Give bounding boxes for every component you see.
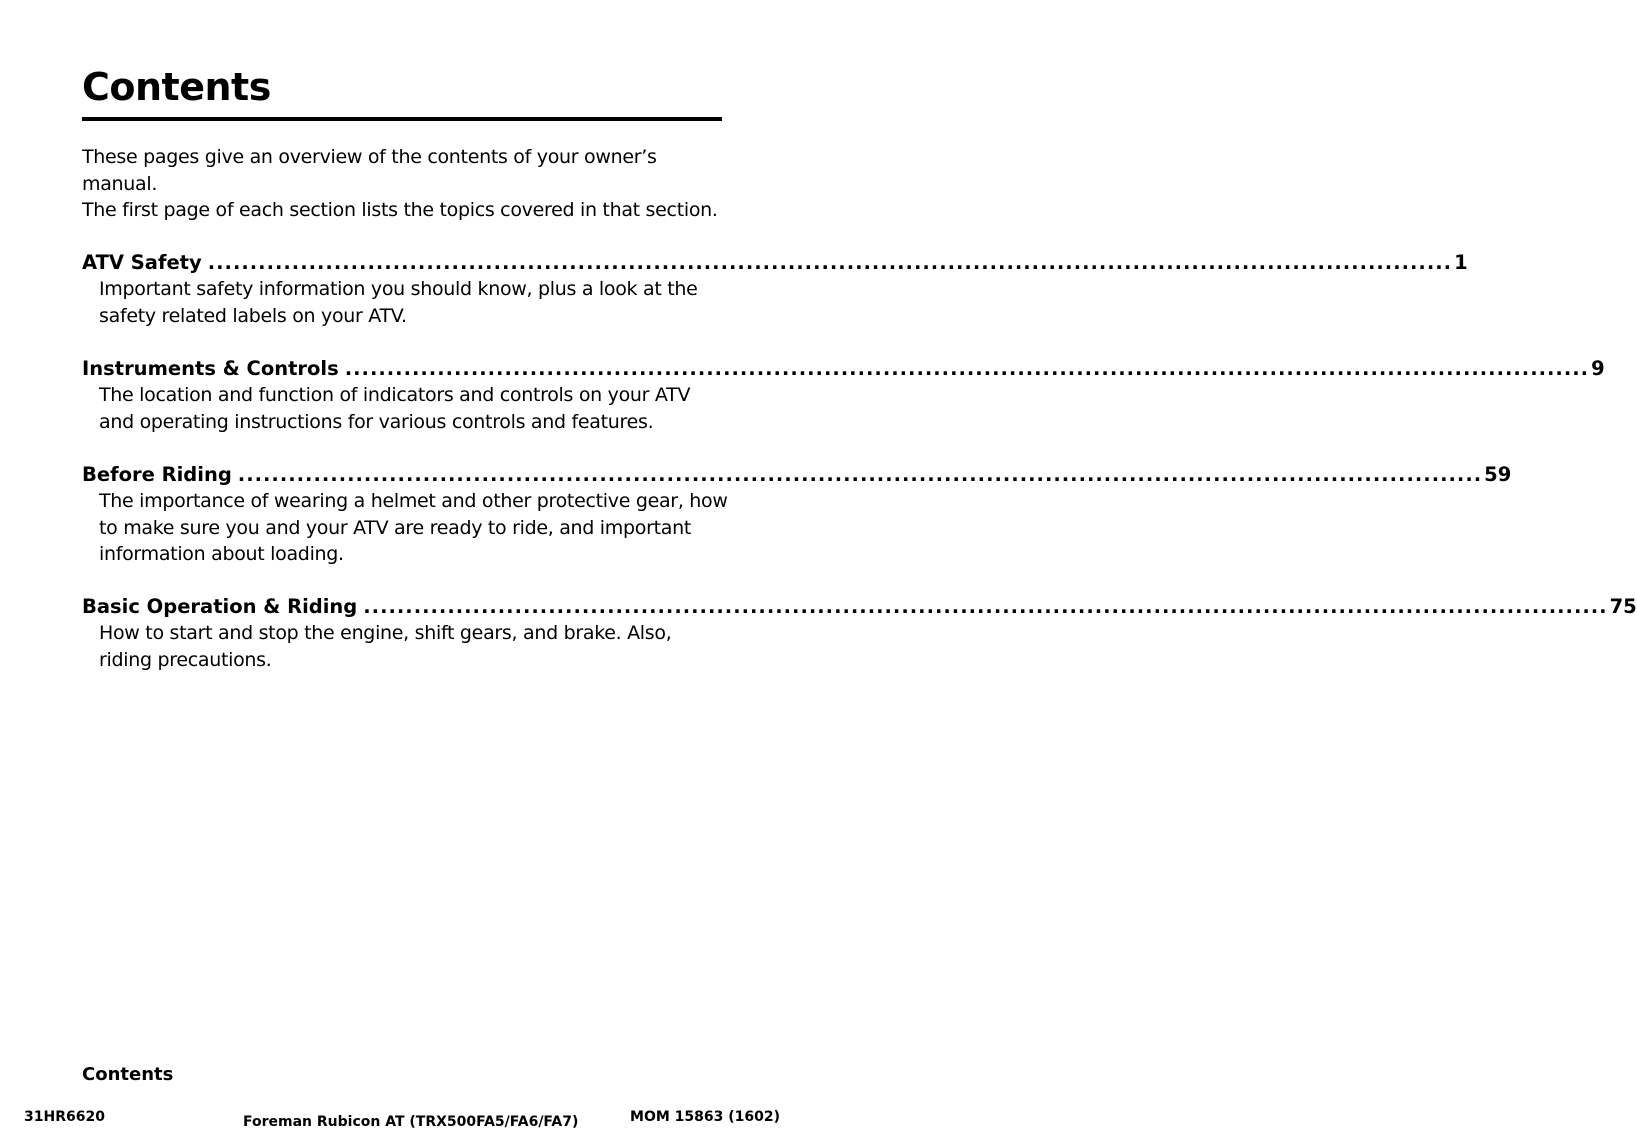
page-title: Contents <box>82 65 271 109</box>
toc-entry-title[interactable]: Before Riding <box>82 463 232 486</box>
toc-entry-title[interactable]: ATV Safety <box>82 251 202 274</box>
toc-entry-title[interactable]: Basic Operation & Riding <box>82 595 358 618</box>
footer-manual-id: MOM 15863 (1602) <box>630 1109 780 1125</box>
dot-leader: .................................................................................................................................................... <box>237 463 1483 486</box>
toc-entry-basic-operation[interactable] <box>82 593 1637 673</box>
footer-section-label: Contents <box>82 1064 174 1085</box>
toc-page-number[interactable]: 59 <box>1484 463 1512 486</box>
dot-leader: .................................................................................................................................................... <box>363 595 1608 618</box>
toc-entry-instruments-controls[interactable] <box>82 355 1605 435</box>
toc-entry-title[interactable]: Instruments & Controls <box>82 357 339 380</box>
intro-line-1: These pages give an overview of the contents of your owner’s manual. <box>82 146 657 195</box>
toc-entry-atv-safety[interactable] <box>82 249 1468 329</box>
footer-model: Foreman Rubicon AT (TRX500FA5/FA6/FA7) <box>243 1114 579 1130</box>
dot-leader: .................................................................................................................................................... <box>207 251 1453 274</box>
toc-page-number[interactable]: 75 <box>1609 595 1637 618</box>
toc-entry-before-riding[interactable] <box>82 461 1512 568</box>
dot-leader: .................................................................................................................................................... <box>344 357 1590 380</box>
footer-code: 31HR6620 <box>24 1109 105 1125</box>
intro-text <box>82 144 722 224</box>
toc-entry-description: How to start and stop the engine, shift gears, and brake. Also, riding precautions. <box>99 622 672 671</box>
toc-entry-description: The location and function of indicators and controls on your ATV and operating instructions for various controls and features. <box>99 384 691 433</box>
intro-line-2: The first page of each section lists the topics covered in that section. <box>82 199 718 221</box>
toc-entry-heading[interactable] <box>82 355 1605 382</box>
toc-entry-heading[interactable] <box>82 593 1637 620</box>
toc-entry-heading[interactable] <box>82 249 1468 276</box>
toc-page-number[interactable]: 9 <box>1591 357 1605 380</box>
toc-entry-heading[interactable] <box>82 461 1512 488</box>
toc-entry-description: The importance of wearing a helmet and other protective gear, how to make sure you and your ATV are ready to ride, and important information about loading. <box>99 490 728 565</box>
toc-entry-description: Important safety information you should know, plus a look at the safety related labels on your ATV. <box>99 278 698 327</box>
toc-page-number[interactable]: 1 <box>1454 251 1468 274</box>
title-divider <box>82 117 722 121</box>
